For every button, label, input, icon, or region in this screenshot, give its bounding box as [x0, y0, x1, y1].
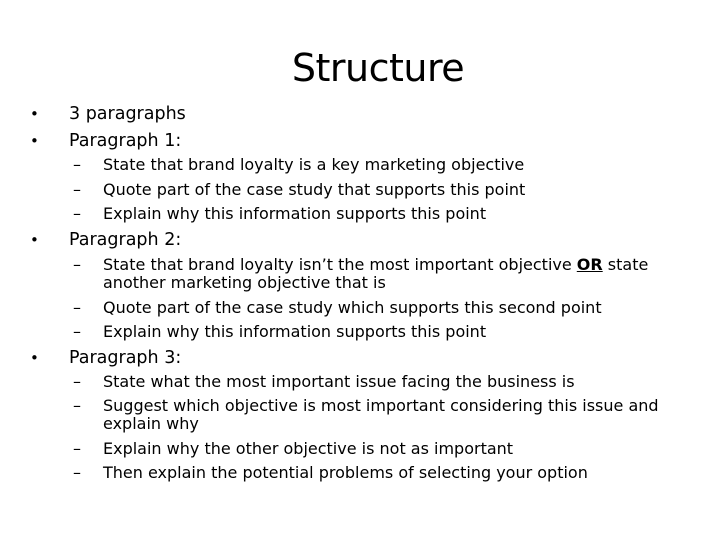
- slide-title-text: Structure: [291, 46, 465, 90]
- dash-glyph: –: [73, 322, 81, 341]
- sub-item-text: Then explain the potential problems of selecting your option: [103, 463, 588, 482]
- sub-item: [73, 156, 693, 174]
- sub-item-text: Suggest which objective is most important considering this issue and explain why: [103, 396, 659, 433]
- dash-glyph: –: [73, 298, 81, 317]
- sub-item: [73, 205, 693, 223]
- bullet-glyph: •: [30, 349, 39, 367]
- dash-glyph: –: [73, 255, 81, 274]
- bullet-text: Paragraph 3:: [69, 348, 182, 368]
- sub-item-text-before: State that brand loyalty isn’t the most important objective: [103, 255, 577, 274]
- sub-item-text-after: state another marketing objective that is: [103, 255, 649, 292]
- sub-item: [73, 397, 693, 433]
- sub-item: [73, 256, 693, 292]
- emphasis-or: OR: [576, 255, 603, 274]
- bullet-item: [30, 103, 186, 125]
- sub-item-text: Quote part of the case study that supports this point: [103, 180, 526, 199]
- dash-glyph: –: [73, 463, 81, 482]
- sub-item-text: [103, 256, 693, 292]
- bullet-glyph: •: [30, 132, 39, 150]
- bullet-glyph: •: [30, 105, 39, 123]
- bullet-text: Paragraph 2:: [69, 230, 182, 250]
- sub-item: [73, 181, 693, 199]
- bullet-item: [30, 347, 181, 369]
- sub-item-text: Explain why the other objective is not as important: [103, 439, 514, 458]
- dash-glyph: –: [73, 204, 81, 223]
- bullet-text: 3 paragraphs: [69, 104, 186, 124]
- sub-item: [73, 299, 693, 317]
- sub-item: [73, 464, 693, 482]
- sub-item-text: Explain why this information supports this point: [103, 204, 487, 223]
- dash-glyph: –: [73, 155, 81, 174]
- dash-glyph: –: [73, 180, 81, 199]
- sub-item: [73, 373, 693, 391]
- sub-item-text: State what the most important issue facing the business is: [103, 372, 575, 391]
- bullet-text: Paragraph 1:: [69, 131, 182, 151]
- sub-item-text: Explain why this information supports this point: [103, 322, 487, 341]
- dash-glyph: –: [73, 439, 81, 458]
- sub-item-text: State that brand loyalty is a key marketing objective: [103, 155, 525, 174]
- sub-item-text: Quote part of the case study which supports this second point: [103, 298, 602, 317]
- dash-glyph: –: [73, 372, 81, 391]
- bullet-item: [30, 130, 181, 152]
- sub-item: [73, 440, 693, 458]
- dash-glyph: –: [73, 396, 81, 415]
- bullet-item: [30, 229, 181, 251]
- bullet-glyph: •: [30, 231, 39, 249]
- sub-item: [73, 323, 693, 341]
- slide-title: [0, 44, 720, 92]
